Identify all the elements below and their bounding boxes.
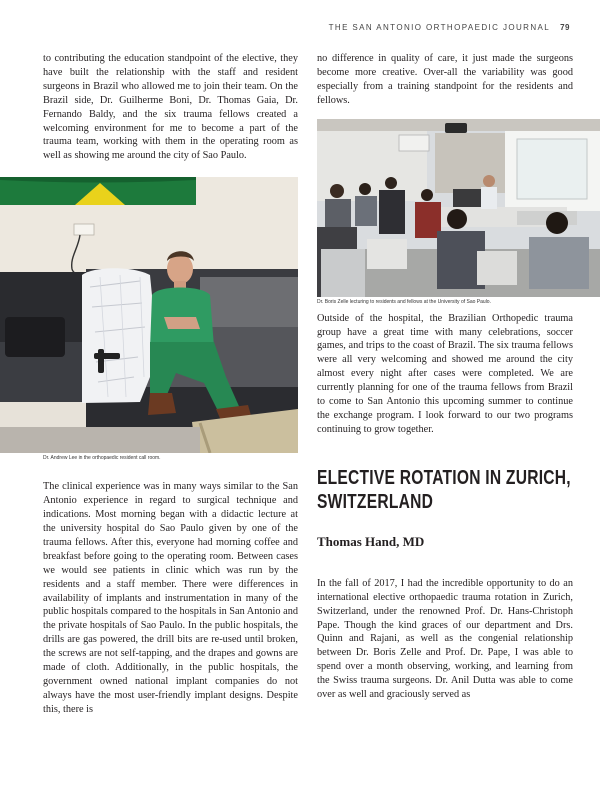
left-paragraph-1: to contributing the education standpoint of the elective, they have built the relationship with the staff and resident surgeons in Brazil who allowed me to join their team. On the Brazil side, Dr. Guilherme Boni, Dr. Thomas Gaia, Dr. Fernando Baldy, and the six trauma fellows created a welcoming environment for me to become a part of the trauma team, working with them in the operating room as well as showing me around the city of Sao Paulo. <box>43 53 298 162</box>
section-heading-wrap <box>317 466 573 514</box>
right-paragraph-3: In the fall of 2017, I had the incredible opportunity to do an international elective orthopaedic trauma rotation in Zurich, Switzerland, under the renowned Prof. Dr. Hans-Christoph Pape. Though the kind graces of our department and Drs. Quinn and Rajani, as well as the congenial relationship between Dr. Boris Zelle and Prof. Dr. Pape, I was able to spend over a month observing, working, and learning from the Swiss trauma surgeons. Dr. Anil Dutta was able to come over as well and graciously served as <box>317 577 573 701</box>
resident-room-figure <box>0 177 298 461</box>
running-header <box>329 23 570 32</box>
author-byline: Thomas Hand, MD <box>317 533 425 549</box>
right-column <box>317 52 573 702</box>
right-photo-caption: Dr. Boris Zelle lecturing to residents and fellows at the University of Sao Paulo. <box>317 298 491 305</box>
left-photo-caption: Dr. Andrew Lee in the orthopaedic resident call room. <box>43 455 161 462</box>
resident-room-photo <box>0 177 298 453</box>
journal-title: THE SAN ANTONIO ORTHOPAEDIC JOURNAL <box>328 23 551 32</box>
right-paragraph-2: Outside of the hospital, the Brazilian Orthopedic trauma group have a great time with many celebrations, soccer games, and trips to the coast of Brazil. The six trauma fellows were all very welcoming and showed me around the city almost every night after cases were completed. We are currently planning for one of the trauma fellows from Brazil to come to San Antonio this upcoming summer to continue the exchange program. I look forward to our two programs continuing to grow together. <box>317 312 573 435</box>
section-heading: ELECTIVE ROTATION IN ZURICH, SWITZERLAND <box>317 466 571 513</box>
brazil-flag <box>0 177 196 205</box>
lecture-room-photo <box>317 119 600 297</box>
left-column <box>43 52 298 717</box>
lecture-figure <box>317 119 600 305</box>
page-number: 79 <box>560 23 570 32</box>
left-paragraph-2: The clinical experience was in many ways similar to the San Antonio experience in regard to surgical technique and indications. Most morning began with a didactic lecture at the university hospital do Sao Paulo given by one of the trauma fellows. After this, everyone had morning coffee and breakfast before going to the operating room. Between cases we would see patients in clinic which was run by the residents and a staff member. There were differences in availability of implants and instrumentation in many of the public hospitals compared to the hospitals in San Antonio and the private hospitals of Sao Paulo. In the public hospitals, the drills are gas powered, the drill bits are re-used until broken, the screws are not self-tapping, and the drapes and gowns are made of cloth. Additionally, in the public hospitals, the government owned national implant companies do not always have the most user-friendly implant designs. Despite this, there is <box>43 481 298 715</box>
right-paragraph-1: no difference in quality of care, it just made the surgeons become more creative. Over-all the variability was good especially from a training standpoint for the residents and fellows. <box>317 53 573 106</box>
